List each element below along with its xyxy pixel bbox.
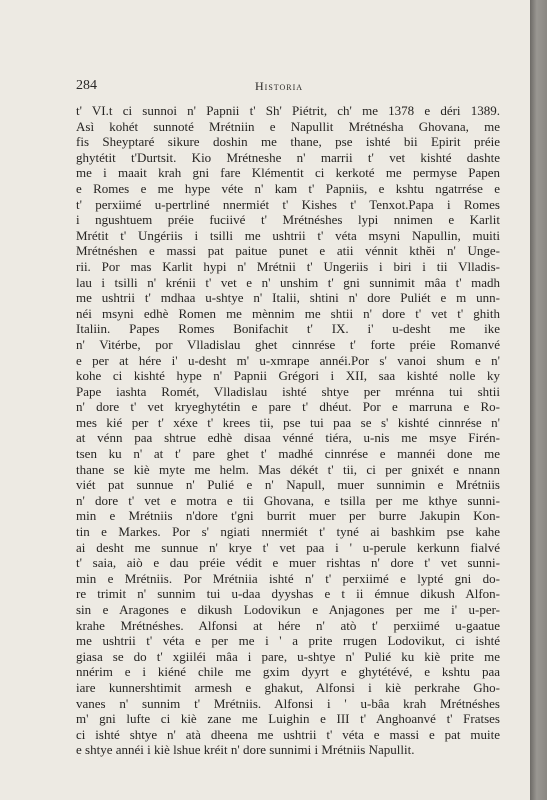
- text-line: t' perxiimé u-pertrliné nnermiét t' Kishes t' Tenxot.Papa i Romes: [76, 196, 500, 212]
- running-head: Historia: [255, 79, 304, 93]
- text-line: vanes n' sunnim t' Mrétniis. Alfonsi i ' u-bâa krah Mrétnéshes: [76, 695, 500, 711]
- text-line: e per at hére i' u-desht m' u-xmrape annéi.Por s' vanoi shum e n': [76, 352, 500, 368]
- text-line: min e Mrétniis n'dore t'gni burrit muer per burre Jakupin Kon-: [76, 508, 500, 524]
- text-line: m' gni lufte ci kiè zane me Luighin e III t' Anghoanvé t' Fratses: [76, 711, 500, 727]
- text-line: e shtye annéi i kiè lshue kréit n' dore sunnimi i Mrétniis Napullit.: [76, 742, 415, 758]
- text-line: fis Sheyptaré sikure doshin me thane, pse ishté bii Epirit préie: [76, 134, 500, 150]
- text-line: ci ishté shtye n' atà dheena me ushtrii t' véta e massi e pat muite: [76, 726, 500, 742]
- text-line: néi msyni edhè Romen me mènnim me shtii n' dore t' vet t' ghith: [76, 305, 500, 321]
- text-line: Asì kohét sunnoté Mrétniin e Napullit Mrétnésha Ghovana, me: [76, 118, 500, 134]
- text-line: tin e Markes. Por s' ngiati nnermiét t' tyné ai bashkim pse kahe: [76, 524, 500, 540]
- text-line: me ushtrii t' mdhaa u-shtye n' Italii, shtini n' dore Puliét e m unn-: [76, 290, 500, 306]
- text-line: giasa se do t' xgiiléi mâa i pare, u-shtye n' Pulié ku kiè prite me: [76, 648, 500, 664]
- text-line: me i maait krah gni fare Klémentit ci kerkoté me permyse Papen: [76, 165, 500, 181]
- text-line: viét pat sunnue n' Pulié e n' Napull, muer sunnimin e Mrétniis: [76, 477, 500, 493]
- text-line: mes kié per t' xéxe t' krees tii, pse tui paa se s' kishté cinnrése n': [76, 414, 500, 430]
- text-line: krahe Mrétnéshes. Alfonsi at hére n' atò t' perxiimé u-gaatue: [76, 617, 500, 633]
- text-line: n' dore t' vet e motra e tii Ghovana, e tsilla per me kthye sunni-: [76, 492, 500, 508]
- text-line: n' Vitérbe, por Vlladislau ghet cinnrése t' forte préie Romanvé: [76, 336, 500, 352]
- text-line: ghytétit t'Durtsit. Kio Mrétneshe n' marrii t' vet kishté dashte: [76, 149, 500, 165]
- text-line: tsen ku n' at t' pare ghet t' madhé cinnrése e mannéi done me: [76, 446, 500, 462]
- text-line: at vénn paa shtrue edhè disaa vénné tiéra, u-nis me msye Firén-: [76, 430, 500, 446]
- text-line: Mrétnéshen e massi pat paitue punet e atii vénnit kthĕi n' Unge-: [76, 243, 500, 259]
- text-line: rii. Por mas Karlit hypi n' Mrétnii t' Ungeriis i biri i tii Vlladis-: [76, 258, 500, 274]
- text-line: Italiin. Papes Romes Bonifachit t' IX. i' u-desht me ike: [76, 321, 500, 337]
- text-line: thane se kiè myte me helm. Mas dékét t' tii, ci per gnixét e nnann: [76, 461, 500, 477]
- text-line: Mrétit t' Ungériis i tsilli me ushtrii t' véta msyni Napullin, muiti: [76, 227, 500, 243]
- text-line: kohe ci kishté hype n' Papnii Grégori i XII, saa kishté nolle ky: [76, 368, 500, 384]
- text-line: t' VI.t ci sunnoi n' Papnii t' Sh' Piétrit, ch' me 1378 e déri 1389.: [76, 103, 500, 118]
- text-line: t' saia, aiò e dau préie védit e muer rishtas n' dore t' vet sunni-: [76, 555, 500, 571]
- page-number: 284: [76, 78, 97, 93]
- text-line: re trimit n' sunnim tui u-daa dyyshas e t ii émnue dikush Alfon-: [76, 586, 500, 602]
- text-line: i ngushtuem préie fuciivé t' Mrétnéshes lypi nnimen e Karlit: [76, 212, 500, 228]
- text-line: me ushtrii t' véta e per me i ' a prite rrugen Lodovikut, ci ishté: [76, 633, 500, 649]
- body-text: [76, 103, 500, 758]
- text-line: nnérim e i kiéné chile me gxim dyyrt e ghytétévé, e kshtu paa: [76, 664, 500, 680]
- text-line: min e Mrétniis. Por Mrétniia ishté n' t' perxiimé e lypté gni do-: [76, 570, 500, 586]
- text-line: ai desht me sunnue n' krye t' vet paa i ' u-perule kerkunn fialvé: [76, 539, 500, 555]
- text-line: lau i tsilli n' krénii t' vet e n' unshim t' gni sunnimit mâa t' madh: [76, 274, 500, 290]
- page-header: [0, 78, 530, 98]
- text-line: Pape iashta Romét, Vlladislau ishté shtye per mrénna tui shtii: [76, 383, 500, 399]
- page-edge-shadow: [530, 0, 547, 800]
- text-line: n' dore t' vet kryeghytétin e pare t' dhéut. Por e marruna e Ro-: [76, 399, 500, 415]
- text-line: iare kunnershtimit armesh e ghakut, Alfonsi i kiè perkrahe Gho-: [76, 679, 500, 695]
- text-line: sin e Aragones e dikush Lodovikun e Anjagones per me i' u-per-: [76, 602, 500, 617]
- text-line: e Romes e me hype véte n' kam t' Papniis, e kshtu ngatrrése e: [76, 180, 500, 196]
